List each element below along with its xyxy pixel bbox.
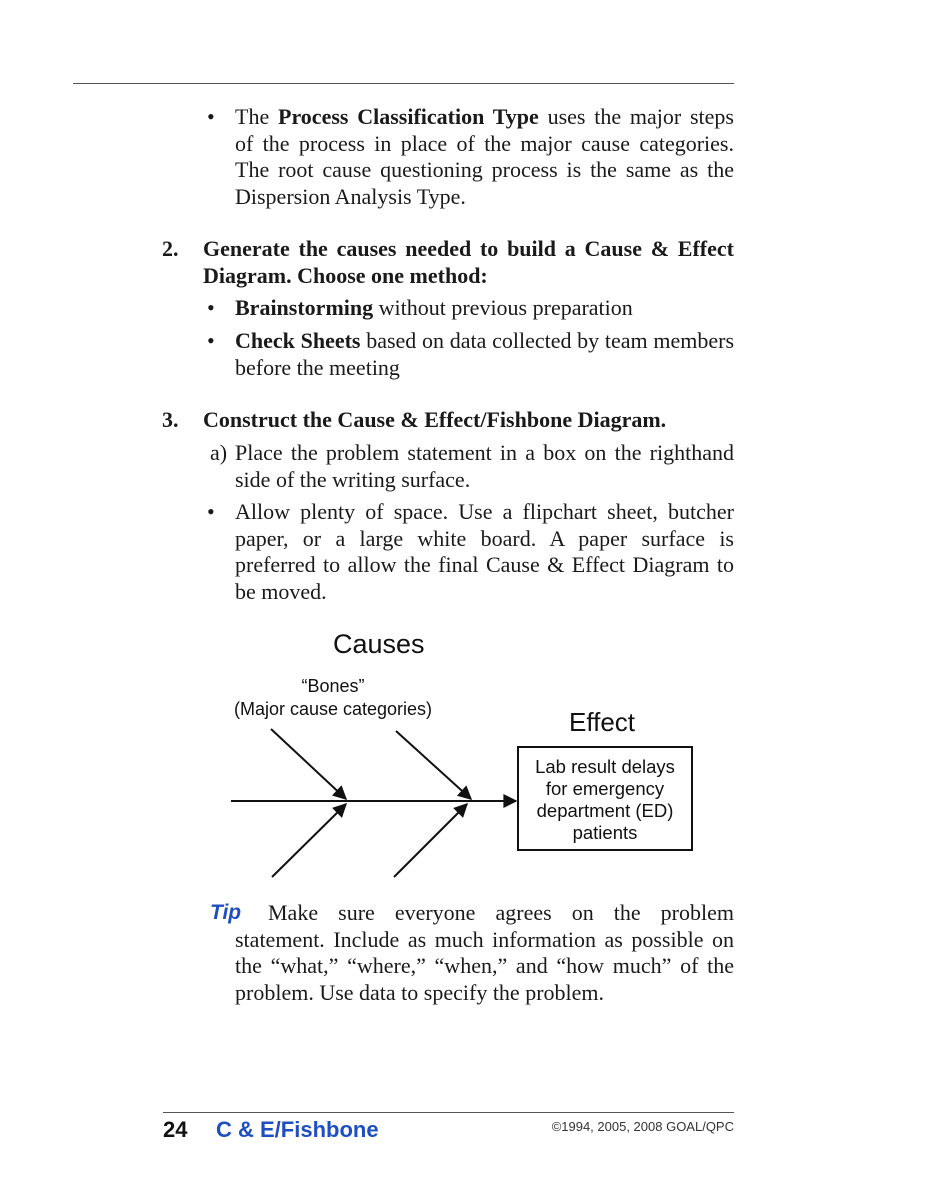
- bullet-mark: •: [207, 499, 215, 524]
- copyright-notice: ©1994, 2005, 2008 GOAL/QPC: [551, 1119, 734, 1134]
- effect-box-line: patients: [572, 822, 638, 843]
- tip: [210, 900, 734, 1006]
- term-brainstorming: Brainstorming: [235, 295, 374, 320]
- bullet-process-classification: [207, 104, 734, 210]
- bullet-mark: •: [207, 104, 215, 129]
- step-number: 2.: [162, 236, 179, 261]
- bone-upper-left: [271, 729, 346, 799]
- bones-label-line1: “Bones”: [301, 676, 365, 696]
- step-2-heading: [162, 236, 734, 289]
- bullet-brainstorming: [207, 295, 734, 322]
- bullet-mark: •: [207, 295, 215, 320]
- bullet-check-sheets: [207, 328, 734, 381]
- bullet-text: The Process Classification Type uses the major steps of the process in place of the major cause categories. The root cause questioning process is the same as the Dispersion Analysis Type.: [235, 104, 734, 209]
- footer-rule: [163, 1112, 734, 1113]
- tip-label: Tip: [210, 901, 242, 924]
- substep-a: [207, 440, 734, 493]
- causes-label: Causes: [333, 629, 425, 659]
- bullet-mark: •: [207, 328, 215, 353]
- effect-label: Effect: [569, 707, 636, 737]
- substep-mark: a): [210, 440, 228, 465]
- header-rule: [73, 83, 734, 84]
- effect-box-line: Lab result delays: [535, 756, 675, 777]
- substep-text: Place the problem statement in a box on the righthand side of the writing surface.: [235, 440, 734, 492]
- step-text: Construct the Cause & Effect/Fishbone Diagram.: [203, 407, 667, 432]
- bone-upper-right: [396, 731, 471, 799]
- step-3-heading: [162, 407, 734, 434]
- step-text: Generate the causes needed to build a Cause & Effect Diagram. Choose one method:: [203, 236, 734, 288]
- bullet-text: Brainstorming without previous preparation: [235, 295, 633, 320]
- bone-lower-left: [272, 804, 346, 877]
- bullet-text: Check Sheets based on data collected by team members before the meeting: [235, 328, 734, 380]
- term-check-sheets: Check Sheets: [235, 328, 361, 353]
- bones-label-line2: (Major cause categories): [233, 699, 433, 719]
- term-process-classification-type: Process Classification Type: [278, 104, 539, 129]
- step-number: 3.: [162, 407, 179, 432]
- page-number: 24: [163, 1117, 188, 1142]
- bullet-text: Allow plenty of space. Use a flipchart sheet, butcher paper, or a large white board. A paper surface is preferred to allow the final Cause & Effect Diagram to be moved.: [235, 499, 734, 604]
- section-name: C & E/Fishbone: [216, 1117, 379, 1142]
- effect-box-line: department (ED): [536, 800, 674, 821]
- bone-lower-right: [394, 804, 467, 877]
- bullet-allow-space: [207, 499, 734, 605]
- effect-box-line: for emergency: [545, 778, 665, 799]
- tip-text: Make sure everyone agrees on the problem statement. Include as much information as possible on the “what,” “where,” “when,” and “how much” of the problem. Use data to specify the problem.: [235, 900, 734, 1005]
- fishbone-diagram: [200, 620, 700, 890]
